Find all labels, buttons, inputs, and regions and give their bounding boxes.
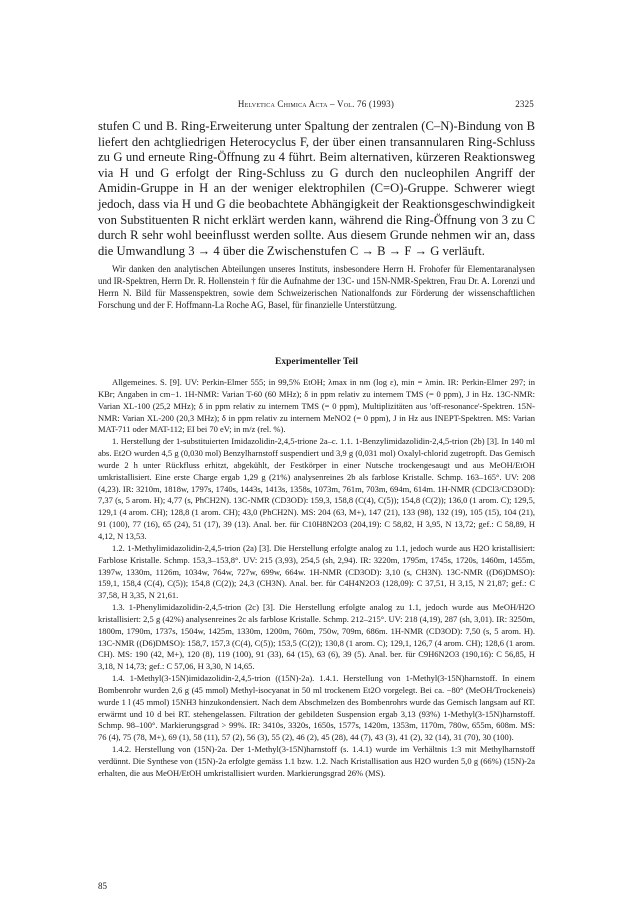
folio-number: 85 — [98, 881, 107, 891]
page-number: 2325 — [515, 99, 534, 109]
procedure-1-4: 1.4. 1-Methyl(3-15N)imidazolidin-2,4,5-trion ((15N)-2a). 1.4.1. Herstellung von 1-Methyl(3-15N)harnstoff. In einem Bombenrohr wurden 2,6 g (45 mmol) Methyl-isocyanat in 50 ml trockenem Et2O vorgelegt. Bei ca. −80° (MeOH/Trockeneis) wurde 1 l (45 mmol) 15NH3 hinzukondensiert. Nach dem Abschmelzen des Bombenrohrs wurde das Gemisch langsam auf RT. erwärmt und 10 d bei RT. stehengelassen. Filtration der gebildeten Suspension ergab 3,13 (93%) 1-Methyl(3-15N)harnstoff. Schmp. 98–100°. Markierungsgrad > 99%. IR: 3410s, 3320s, 1650s, 1577s, 1420m, 1353m, 1170m, 780w, 655m, 608m. MS: 76 (4), 75 (78, M+), 69 (1), 58 (11), 57 (2), 56 (3), 55 (2), 46 (2), 45 (28), 44 (7), 43 (3), 41 (2), 32 (14), 31 (70), 30 (100). — [98, 673, 535, 743]
running-head — [98, 99, 534, 113]
general-paragraph: Allgemeines. S. [9]. UV: Perkin-Elmer 555; in 99,5% EtOH; λmax in nm (log ε), min = λmin. IR: Perkin-Elmer 297; in KBr; Angaben in cm−1. 1H-NMR: Varian T-60 (60 MHz); δ in ppm relativ zu internem TMS (= 0 ppm), J in Hz. 13C-NMR: Varian XL-100 (25,2 MHz); δ in ppm relativ zu internem TMS (= 0 ppm), Multiplizitäten aus 'off-resonance'-Spektren. 15N-NMR: Varian XL-200 (20,3 MHz); δ in ppm relativ zu internem MeNO2 (= 0 ppm), J in Hz aus INEPT-Spektren. MS: Varian MAT-711 oder MAT-112; EI bei 70 eV; in m/z (rel. %). — [98, 377, 535, 435]
procedure-1-4-2: 1.4.2. Herstellung von (15N)-2a. Der 1-Methyl(3-15N)harnstoff (s. 1.4.1) wurde im Verhältnis 1:3 mit Methylharnstoff verdünnt. Die Synthese von (15N)-2a erfolgte gemäss 1.1 bzw. 1.2. Nach Kristallisation aus H2O wurden 5,0 g (66%) (15N)-2a erhalten, die aus MeOH/EtOH umkristallisiert wurden. Markierungsgrad 26% (MS). — [98, 744, 535, 778]
procedure-1-1: 1. Herstellung der 1-substituierten Imidazolidin-2,4,5-trione 2a–c. 1.1. 1-Benzylimidazolidin-2,4,5-trion (2b) [3]. In 140 ml abs. Et2O wurden 4,5 g (0,030 mol) Benzylharnstoff suspendiert und 3,9 g (0,031 mol) Oxalyl-chlorid zugetropft. Das Gemisch wurde 2 h unter Rückfluss erhitzt, abgekühlt, der Festkörper in einer Nutsche trockengesaugt und aus MeOH/EtOH umkristallisiert. Eine erste Charge ergab 1,29 g (21%) analysenreines 2b als farblose Kristalle. Schmp. 163–165°. UV: 208 (4,23). IR: 3210m, 1818w, 1797s, 1740s, 1443s, 1413s, 1358s, 1073m, 761m, 703m, 694m, 614m. 1H-NMR (CDCl3/CD3OD): 7,37 (s, 5 arom. H); 4,77 (s, PhCH2N). 13C-NMR (CD3OD): 159,3, 158,8 (C(4), C(5)); 154,8 (C(2)); 136,0 (1 arom. C); 129,5, 129,1 (4 arom. CH); 128,8 (1 arom. CH); 43,0 (PhCH2N). MS: 204 (63, M+), 147 (21), 133 (98), 132 (19), 105 (15), 104 (21), 91 (100), 77 (16), 65 (24), 51 (17), 39 (13). Anal. ber. für C10H8N2O3 (204,19): C 58,82, H 3,95, N 13,72; gef.: C 58,89, H 4,12, N 13,53. — [98, 436, 535, 541]
acknowledgement-paragraph: Wir danken den analytischen Abteilungen unseres Instituts, insbesondere Herrn H. Frohofer für Elementaranalysen und IR-Spektren, Herrn Dr. R. Hollenstein † für die Aufnahme der 13C- und 15N-NMR-Spektren, Frau Dr. A. Lorenzi und Herrn N. Bild für Massenspektren, sowie dem Schweizerischen Nationalfonds zur Förderung der wissenschaftlichen Forschung und der F. Hoffmann-La Roche AG, Basel, für finanzielle Unterstützung. — [98, 264, 535, 310]
procedure-1-3: 1.3. 1-Phenylimidazolidin-2,4,5-trion (2c) [3]. Die Herstellung erfolgte analog zu 1.1, jedoch wurde aus MeOH/H2O kristallisiert: 2,5 g (42%) analysenreines 2c als farblose Kristalle. Schmp. 212–215°. UV: 218 (4,19), 287 (sh, 3,01). IR: 3250m, 1800m, 1790m, 1737s, 1504w, 1425m, 1330m, 1200m, 760m, 750w, 709m, 686m. 1H-NMR (CD3OD): 7,50 (s, 5 arom. H). 13C-NMR ((D6)DMSO): 158,7, 157,3 (C(4), C(5)); 153,5 (C(2)); 130,8 (1 arom. C); 129,1, 126,7 (4 arom. CH); 128,6 (1 arom. CH). MS: 190 (42, M+), 120 (8), 119 (100), 91 (33), 64 (15), 63 (6), 39 (5). Anal. ber. für C9H6N2O3 (190,16): C 56,85, H 3,18, N 14,73; gef.: C 57,06, H 3,30, N 14,65. — [98, 602, 535, 672]
experimental-section — [98, 377, 535, 780]
journal-title: Helvetica Chimica Acta – Vol. 76 (1993) — [237, 99, 395, 109]
procedure-1-2: 1.2. 1-Methylimidazolidin-2,4,5-trion (2a) [3]. Die Herstellung erfolgte analog zu 1.1, jedoch wurde aus H2O kristallisiert: Farblose Kristalle. Schmp. 153,3–153,8°. UV: 215 (3,93), 254,5 (sh, 2,94). IR: 3220m, 1795m, 1745s, 1720s, 1460m, 1455m, 1397w, 1330m, 1126m, 1034w, 764w, 727w, 699w, 664w. 1H-NMR (CD3OD): 3,10 (s, CH3N). 13C-NMR ((D6)DMSO): 159,1, 158,4 (C(4), C(5)); 154,8 (C(2)); 24,3 (CH3N). Anal. ber. für C4H4N2O3 (128,09): C 37,51, H 3,15, N 21,87; gef.: C 37,58, H 3,35, N 21,61. — [98, 542, 535, 601]
intro-text — [98, 119, 535, 259]
intro-paragraph: stufen C und B. Ring-Erweiterung unter Spaltung der zentralen (C–N)-Bindung von B liefert den achtgliedrigen Heterocyclus F, der über einen transannularen Ring-Schluss zu G und erneute Ring-Öffnung zu 4 führt. Beim alternativen, kürzeren Reaktionsweg via H und G erfolgt der Ring-Schluss zu G durch den nucleophilen Angriff der Amidin-Gruppe in H an der weniger elektrophilen (C=O)-Gruppe. Schwerer wiegt jedoch, dass via H und G die beobachtete Abhängigkeit der Reaktionsgeschwindigkeit von Substituenten R nicht erklärt werden kann, während die Ring-Öffnung von 3 zu C durch R sehr wohl beeinflusst werden sollte. Aus diesem Grunde nehmen wir an, dass die Umwandlung 3 → 4 über die Zwischenstufen C → B → F → G verläuft. — [98, 119, 535, 258]
section-title: Experimenteller Teil — [275, 357, 358, 367]
acknowledgement — [98, 263, 535, 311]
